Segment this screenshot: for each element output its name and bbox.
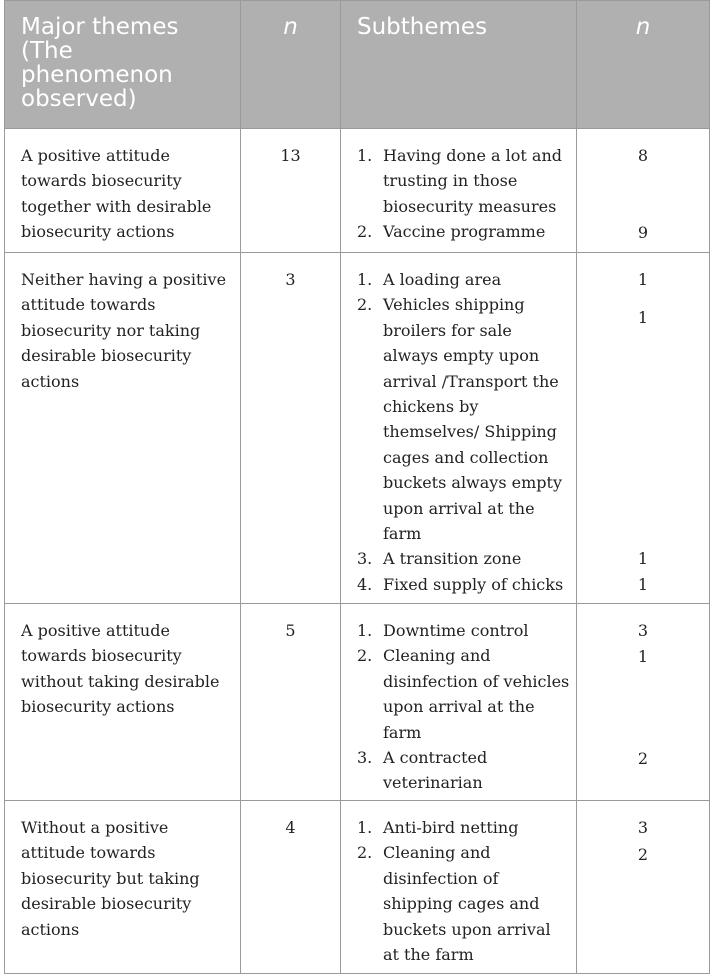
- table-row: [5, 253, 710, 604]
- theme-cell: Without a positive attitude towards biosecurity but taking desirable biosecurity actions: [5, 801, 241, 974]
- subtheme-item: 2. Cleaning and disinfection of shipping cages and buckets upon arrival at the farm: [357, 843, 551, 965]
- subtheme-item: 2. Vehicles shipping broilers for sale always empty upon arrival /Transport the chickens by themselves/ Shipping cages and collection buckets always empty upon arrival at the farm: [357, 295, 562, 544]
- subtheme-item: 1. A loading area: [357, 270, 502, 289]
- subthemes-cell: [341, 604, 577, 801]
- subtheme-n-cell: [577, 604, 710, 801]
- header-row: [5, 1, 710, 129]
- subtheme-item: 3. A transition zone: [357, 549, 522, 569]
- subtheme-n: 1: [637, 270, 649, 289]
- header-n-subthemes: n: [577, 1, 710, 129]
- subtheme-item: 1. Anti-bird netting: [357, 818, 519, 837]
- subtheme-n: 1: [637, 575, 649, 594]
- subtheme-n: 1: [637, 549, 649, 568]
- subthemes-cell: [341, 253, 577, 604]
- subtheme-n: 1: [637, 647, 649, 666]
- subtheme-n-cell: [577, 801, 710, 974]
- subtheme-n: 1: [637, 308, 649, 327]
- subtheme-n: 9: [637, 223, 649, 242]
- header-n-themes: n: [241, 1, 341, 129]
- subtheme-n-cell: [577, 129, 710, 253]
- subtheme-n: 8: [637, 146, 649, 165]
- theme-cell: Neither having a positive attitude towards biosecurity nor taking desirable biosecurity actions: [5, 253, 241, 604]
- theme-n-cell: 5: [241, 604, 341, 801]
- subtheme-n: 3: [637, 818, 649, 837]
- subthemes-cell: [341, 129, 577, 253]
- table-row: [5, 129, 710, 253]
- subtheme-n: 2: [637, 749, 649, 768]
- theme-n-cell: 13: [241, 129, 341, 253]
- subtheme-item: 1. Having done a lot and trusting in those biosecurity measures: [357, 146, 562, 216]
- theme-n-cell: 3: [241, 253, 341, 604]
- table-row: [5, 801, 710, 974]
- subtheme-item: 3. A contracted veterinarian: [357, 748, 488, 793]
- subtheme-item: 1. Downtime control: [357, 621, 529, 640]
- subtheme-n: 3: [637, 621, 649, 640]
- subtheme-item: 2. Cleaning and disinfection of vehicles upon arrival at the farm: [357, 646, 570, 742]
- theme-n-cell: 4: [241, 801, 341, 974]
- header-major-themes: Major themes (The phenomenon observed): [5, 1, 241, 129]
- table-row: [5, 604, 710, 801]
- subtheme-n-cell: [577, 253, 710, 604]
- subthemes-cell: [341, 801, 577, 974]
- subtheme-n: 2: [637, 845, 649, 864]
- subtheme-item: 2. Vaccine programme: [357, 222, 546, 242]
- subtheme-item: 4. Fixed supply of chicks: [357, 574, 564, 594]
- theme-cell: A positive attitude towards biosecurity together with desirable biosecurity actions: [5, 129, 241, 253]
- theme-cell: A positive attitude towards biosecurity without taking desirable biosecurity actions: [5, 604, 241, 801]
- header-subthemes: Subthemes: [341, 1, 577, 129]
- themes-table: [4, 0, 710, 974]
